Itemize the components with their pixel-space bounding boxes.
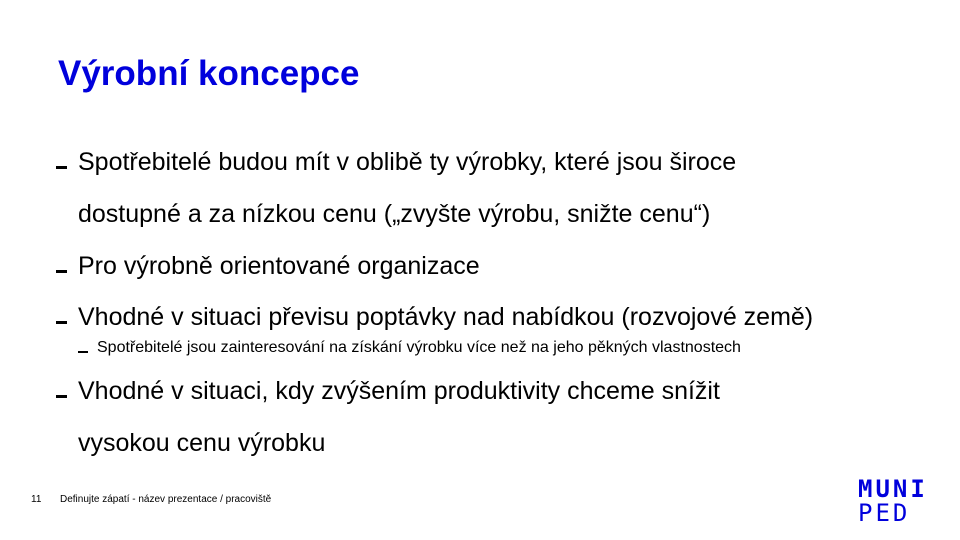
bullet-dash-icon (56, 321, 67, 324)
bullet-text: Vhodné v situaci, kdy zvýšením produktivity chceme snížit (78, 377, 720, 405)
bullet-dash-icon (56, 270, 67, 273)
logo-top-text: MUNI (858, 475, 928, 503)
bullet-text: Spotřebitelé budou mít v oblibě ty výrobky, které jsou široce (78, 148, 737, 176)
bullet-text-continued: vysokou cenu výrobku (78, 429, 326, 457)
footer-text: Definujte zápatí - název prezentace / pracoviště (60, 494, 272, 505)
page-number: 11 (31, 494, 42, 505)
sub-bullet-text: Spotřebitelé jsou zainteresování na získání výrobku více než na jeho pěkných vlastnostech (97, 339, 741, 356)
bullet-text: Vhodné v situaci převisu poptávky nad nabídkou (rozvojové země) (78, 303, 814, 331)
slide-title: Výrobní koncepce (58, 54, 360, 93)
bullet-dash-icon (78, 351, 88, 353)
bullet-text: Pro výrobně orientované organizace (78, 252, 480, 280)
bullet-dash-icon (56, 166, 67, 169)
logo-bottom-text: PED (858, 499, 911, 527)
bullet-dash-icon (56, 395, 67, 398)
muni-ped-logo (858, 477, 928, 525)
bullet-text-continued: dostupné a za nízkou cenu („zvyšte výrobu, snižte cenu“) (78, 200, 711, 228)
